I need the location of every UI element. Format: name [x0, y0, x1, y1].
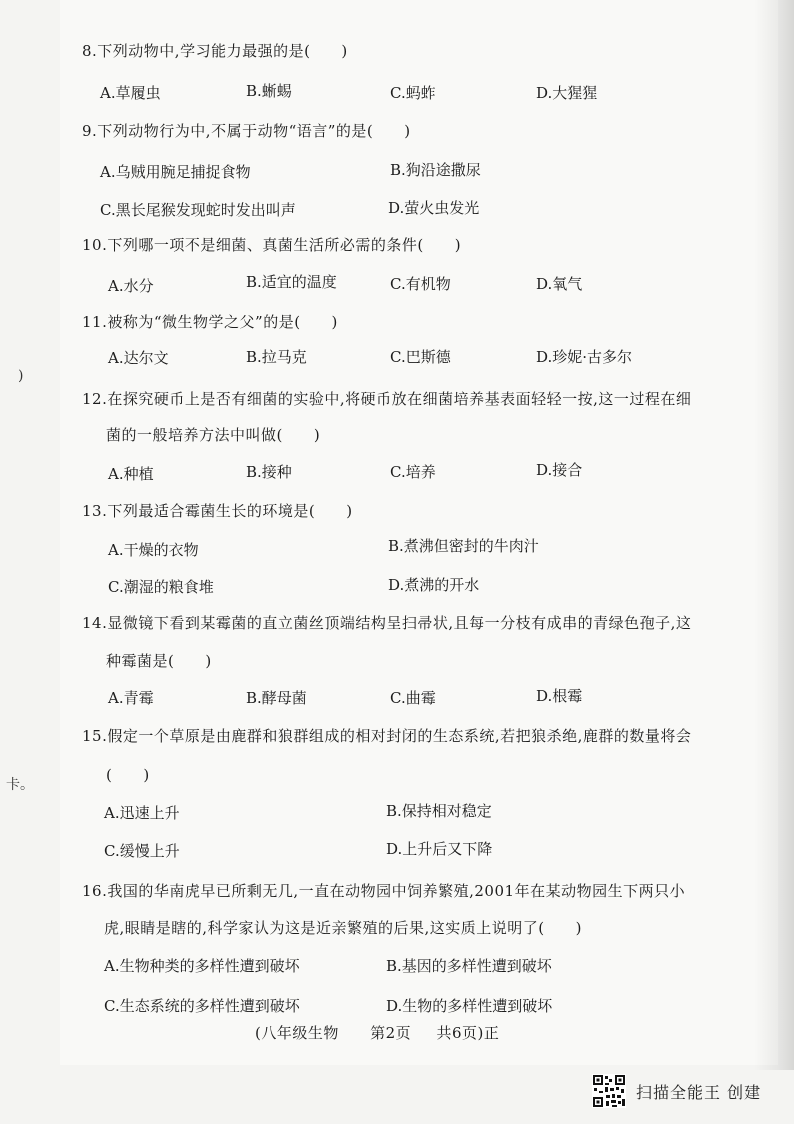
question-9-option-a: A.乌贼用腕足捕捉食物 — [100, 163, 251, 181]
question-8-option-a: A.草履虫 — [100, 84, 161, 102]
question-10-option-d: D.氧气 — [536, 275, 583, 293]
question-8-option-d: D.大猩猩 — [536, 84, 598, 102]
scanner-watermark — [592, 1074, 761, 1108]
question-15-option-c: C.缓慢上升 — [104, 842, 180, 860]
question-11-option-d: D.珍妮·古多尔 — [536, 348, 633, 366]
question-15-option-b: B.保持相对稳定 — [386, 802, 492, 820]
footer-page: 第2页 — [370, 1024, 412, 1042]
question-14-option-a: A.青霉 — [108, 689, 154, 707]
question-10-option-a: A.水分 — [108, 277, 154, 295]
question-16-option-c: C.生态系统的多样性遭到破坏 — [104, 997, 300, 1015]
question-9-option-b: B.狗沿途撒尿 — [390, 161, 481, 179]
question-15-stem-line-2: ( ) — [106, 766, 150, 784]
question-16-option-d: D.生物的多样性遭到破坏 — [386, 997, 553, 1015]
question-12-option-b: B.接种 — [246, 463, 292, 481]
question-10-option-b: B.适宜的温度 — [246, 273, 337, 291]
footer-total: 共6页)正 — [436, 1024, 500, 1042]
question-13-option-c: C.潮湿的粮食堆 — [108, 578, 214, 596]
qr-code-icon — [592, 1074, 626, 1108]
question-13-option-b: B.煮沸但密封的牛肉汁 — [388, 537, 539, 555]
question-10-option-c: C.有机物 — [390, 275, 451, 293]
question-16-option-b: B.基因的多样性遭到破坏 — [386, 957, 552, 975]
question-14-stem-line-1: 14.显微镜下看到某霉菌的直立菌丝顶端结构呈扫帚状,且每一分枝有成串的青绿色孢子,这 — [82, 614, 692, 632]
question-13-stem: 13.下列最适合霉菌生长的环境是( ) — [82, 502, 353, 520]
question-12-option-a: A.种植 — [108, 465, 154, 483]
footer-grade: (八年级生物 — [255, 1024, 339, 1042]
question-10-stem: 10.下列哪一项不是细菌、真菌生活所必需的条件( ) — [82, 236, 462, 254]
scanner-label: 扫描全能王 创建 — [636, 1082, 762, 1102]
question-13-option-a: A.干燥的衣物 — [108, 541, 199, 559]
question-9-option-c: C.黑长尾猴发现蛇时发出叫声 — [100, 201, 296, 219]
margin-mark: 卡。 — [6, 777, 34, 793]
scan-shadow — [754, 0, 794, 1070]
question-15-option-d: D.上升后又下降 — [386, 840, 493, 858]
question-14-option-b: B.酵母菌 — [246, 689, 307, 707]
question-8-option-c: C.蚂蚱 — [390, 84, 436, 102]
question-14-stem-line-2: 种霉菌是( ) — [106, 652, 212, 670]
page-footer — [255, 1022, 499, 1043]
question-12-option-d: D.接合 — [536, 461, 583, 479]
question-8-stem: 8.下列动物中,学习能力最强的是( ) — [82, 42, 348, 60]
question-16-stem-line-2: 虎,眼睛是瞎的,科学家认为这是近亲繁殖的后果,这实质上说明了( ) — [104, 919, 583, 937]
question-11-option-c: C.巴斯德 — [390, 348, 451, 366]
question-13-option-d: D.煮沸的开水 — [388, 576, 480, 594]
question-9-stem: 9.下列动物行为中,不属于动物“语言”的是( ) — [82, 122, 411, 140]
question-12-stem-line-2: 菌的一般培养方法中叫做( ) — [106, 426, 321, 444]
question-15-stem-line-1: 15.假定一个草原是由鹿群和狼群组成的相对封闭的生态系统,若把狼杀绝,鹿群的数量将会 — [82, 727, 692, 745]
margin-mark: ) — [18, 368, 24, 384]
question-9-option-d: D.萤火虫发光 — [388, 199, 480, 217]
question-11-option-a: A.达尔文 — [108, 349, 169, 367]
question-14-option-d: D.根霉 — [536, 687, 583, 705]
question-11-option-b: B.拉马克 — [246, 348, 307, 366]
question-8-option-b: B.蜥蜴 — [246, 82, 292, 100]
question-15-option-a: A.迅速上升 — [104, 804, 180, 822]
question-16-option-a: A.生物种类的多样性遭到破坏 — [104, 957, 300, 975]
question-12-stem-line-1: 12.在探究硬币上是否有细菌的实验中,将硬币放在细菌培养基表面轻轻一按,这一过程在细 — [82, 390, 692, 408]
question-11-stem: 11.被称为“微生物学之父”的是( ) — [82, 313, 338, 331]
question-14-option-c: C.曲霉 — [390, 689, 436, 707]
question-16-stem-line-1: 16.我国的华南虎早已所剩无几,一直在动物园中饲养繁殖,2001年在某动物园生下两只小 — [82, 882, 686, 900]
question-12-option-c: C.培养 — [390, 463, 436, 481]
